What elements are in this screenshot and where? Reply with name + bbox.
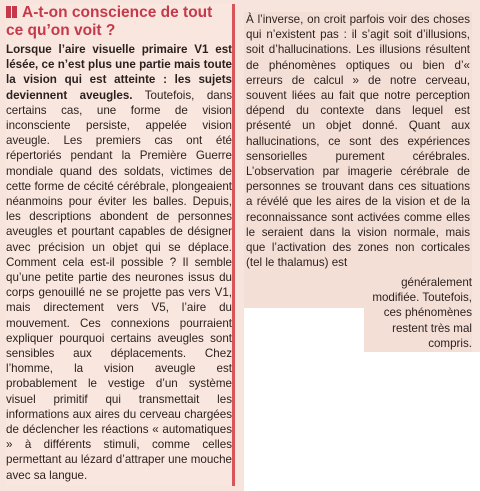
left-paragraph bbox=[6, 42, 232, 483]
right-paragraph: À l’inverse, on croit parfois voir des choses qui n’existent pas : il s’agit soit d’illusions, soit d’hallucinations. Les illusions résultent de phénomènes optiques ou bien d’« erreurs de calcul » de notre cerveau, souvent liées au fait que notre perception dépend du contexte dans lequel est présenté un objet donné. Quant aux hallucinations, ce sont des expériences sensorielles purement cérébrales. L’observation par imagerie cérébrale de personnes se trouvant dans ces situations a révélé que les aires de la vision et de la reconnaissance sont activées comme elles le seraient dans la vision normale, mais que l’activation des zones non corticales (tel le thalamus) est bbox=[246, 13, 470, 270]
article-heading bbox=[6, 4, 232, 40]
left-column bbox=[6, 4, 235, 486]
lead-text: Lorsque l’aire visuelle primaire V1 est lésée, ce n’est plus une partie mais toute la vision qui est atteinte : les sujets deviennent aveugles. bbox=[6, 43, 232, 102]
blank-area bbox=[244, 352, 480, 491]
blank-area-top bbox=[244, 308, 364, 352]
heading-text: A-t-on conscience de tout ce qu’on voit ? bbox=[6, 4, 213, 39]
right-tail-text: généralement modifiée. Toutefois, ces phénomènes restent très mal compris. bbox=[372, 276, 472, 350]
left-body-text: Toutefois, dans certains cas, une forme de vision inconsciente persiste, appelée vision aveugle. Les premiers cas ont été répertoriés pendant la Première Guerre mondiale quand des soldats, victimes de cette forme de cécité cérébrale, plongeaient néanmoins pour éviter les balles. Depuis, les descriptions abondent de personnes aveugles et pourtant capables de désigner avec précision un objet qui se déplace. Comment cela est-il possible ? Il semble qu’une petite partie des neurones issus du corps genouillé ne se projette pas vers V1, mais directement vers V5, l’aire du mouvement. Ces connexions pourraient expliquer pourquoi certains aveugles sont sensibles aux déplacements. Chez l’homme, la vision aveugle est probablement le vestige d’un système visuel primitif qui transmettait les informations aux aires du cerveau chargées de déclencher les réactions « automatiques » à différents stimuli, comme celles permettant au lézard d’attraper une mouche avec sa langue. bbox=[6, 88, 232, 482]
heading-marker-icon bbox=[6, 5, 19, 17]
